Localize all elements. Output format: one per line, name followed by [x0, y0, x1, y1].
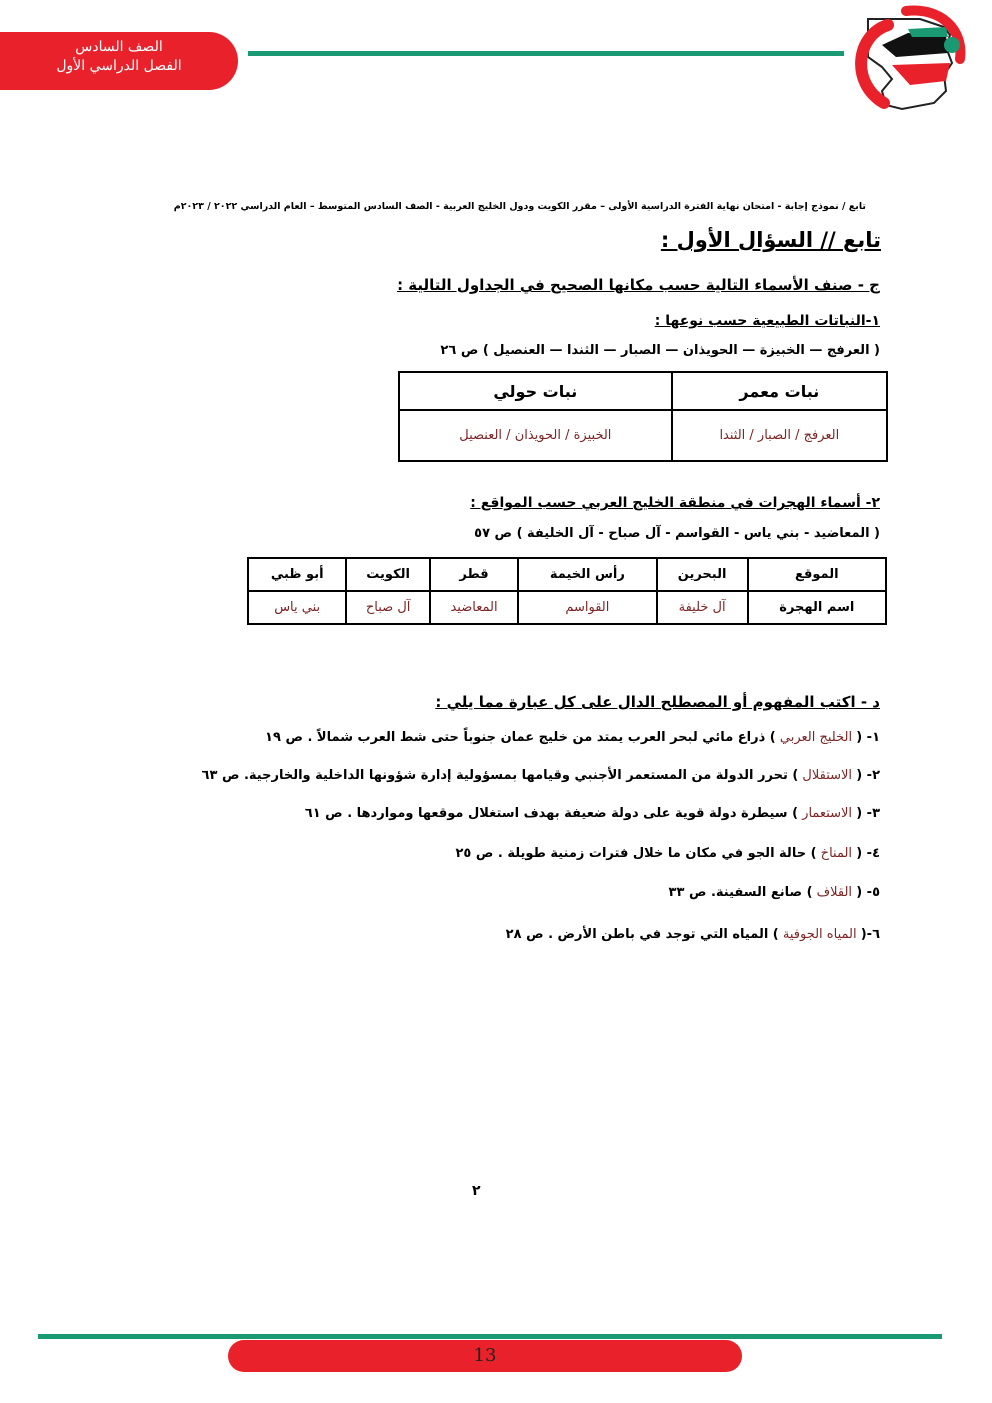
- part1-word-list: ( العرفج — الخبيزة — الحويذان — الصبار — الثندا — العنصيل ) ص ٢٦: [440, 343, 880, 358]
- item-answer: الاستعمار: [798, 806, 857, 821]
- exam-subtitle: تابع / نموذج إجابة - امتحان نهاية الفترة الدراسية الأولى – مقرر الكويت ودول الخليج العربية - الصف السادس المتوسط – العام الدراسي ٢٠٢٢ / ٢٠٢٣م: [173, 201, 866, 212]
- item-text: ) المياه التي توجد في باطن الأرض . ص ٢٨: [505, 927, 779, 942]
- section-d-title: د - اكتب المفهوم أو المصطلح الدال على كل عبارة مما يلي :: [435, 693, 880, 711]
- definition-item: [305, 806, 880, 821]
- item-number: ٢- (: [856, 768, 880, 783]
- footer-divider: [38, 1334, 942, 1339]
- item-answer: المياه الجوفية: [778, 927, 861, 942]
- definition-item: [506, 927, 880, 942]
- table-cell: القواسم: [518, 591, 656, 624]
- item-number: ٤- (: [856, 846, 880, 861]
- location-row-label: الموقع: [748, 558, 886, 591]
- item-number: ١- (: [856, 730, 880, 745]
- definition-item: [265, 730, 880, 745]
- table-cell: آل صباح: [346, 591, 430, 624]
- header-grade-badge: [0, 32, 238, 90]
- item-answer: الاستقلال: [798, 768, 857, 783]
- table-cell: البحرين: [657, 558, 748, 591]
- kuwait-map-logo-icon: [848, 5, 972, 115]
- table-cell: بني ياس: [248, 591, 346, 624]
- part1-title: ١-النباتات الطبيعية حسب نوعها :: [654, 313, 880, 329]
- definition-item: [455, 846, 880, 861]
- annual-plant-answer: الخبيزة / الحويذان / العنصيل: [399, 410, 672, 461]
- item-text: ) صانع السفينة. ص ٣٣: [668, 885, 813, 900]
- table-cell: آل خليفة: [657, 591, 748, 624]
- item-number: ٥- (: [856, 885, 880, 900]
- perennial-plant-answer: العرفج / الصبار / الثندا: [672, 410, 887, 461]
- definition-item: [669, 885, 880, 900]
- item-text: ) تحرر الدولة من المستعمر الأجنبي وقيامها بمسؤولية إدارة شؤونها الداخلية والخارجية. ص ٦٣: [201, 768, 799, 783]
- grade-label: الصف السادس: [75, 39, 163, 55]
- perennial-plant-header: نبات معمر: [672, 372, 887, 410]
- part2-word-list: ( المعاضيد - بني ياس - القواسم - آل صباح - آل الخليفة ) ص ٥٧: [474, 526, 880, 541]
- table-cell: أبو ظبي: [248, 558, 346, 591]
- annual-plant-header: نبات حولي: [399, 372, 672, 410]
- table-cell: قطر: [430, 558, 518, 591]
- page-number: 13: [473, 1345, 497, 1366]
- item-number: ٣- (: [856, 806, 880, 821]
- table-cell: رأس الخيمة: [518, 558, 656, 591]
- migrations-table: [247, 557, 887, 625]
- part2-title: ٢- أسماء الهجرات في منطقة الخليج العربي حسب المواقع :: [470, 495, 880, 511]
- inner-page-number: ٢: [472, 1183, 481, 1199]
- question-title: تابع // السؤال الأول :: [660, 228, 881, 252]
- footer-page-badge: [228, 1340, 742, 1372]
- item-text: ) ذراع مائي لبحر العرب يمتد من خليج عمان جنوباً حتى شط العرب شمالاً . ص ١٩: [265, 730, 776, 745]
- migration-row-label: اسم الهجرة: [748, 591, 886, 624]
- item-answer: الخليج العربي: [775, 730, 857, 745]
- item-answer: المناخ: [816, 846, 857, 861]
- item-answer: القلاف: [812, 885, 857, 900]
- item-text: ) حالة الجو في مكان ما خلال فترات زمنية طويلة . ص ٢٥: [455, 846, 817, 861]
- table-cell: المعاضيد: [430, 591, 518, 624]
- section-c-title: ج - صنف الأسماء التالية حسب مكانها الصحيح في الجداول التالية :: [397, 276, 880, 294]
- plants-table: [398, 371, 888, 462]
- term-label: الفصل الدراسي الأول: [56, 58, 182, 74]
- table-cell: الكويت: [346, 558, 430, 591]
- definition-item: [202, 768, 880, 783]
- item-number: ٦-(: [860, 927, 880, 942]
- item-text: ) سيطرة دولة قوية على دولة ضعيفة بهدف استغلال موقعها ومواردها . ص ٦١: [304, 806, 799, 821]
- header-divider: [248, 51, 844, 56]
